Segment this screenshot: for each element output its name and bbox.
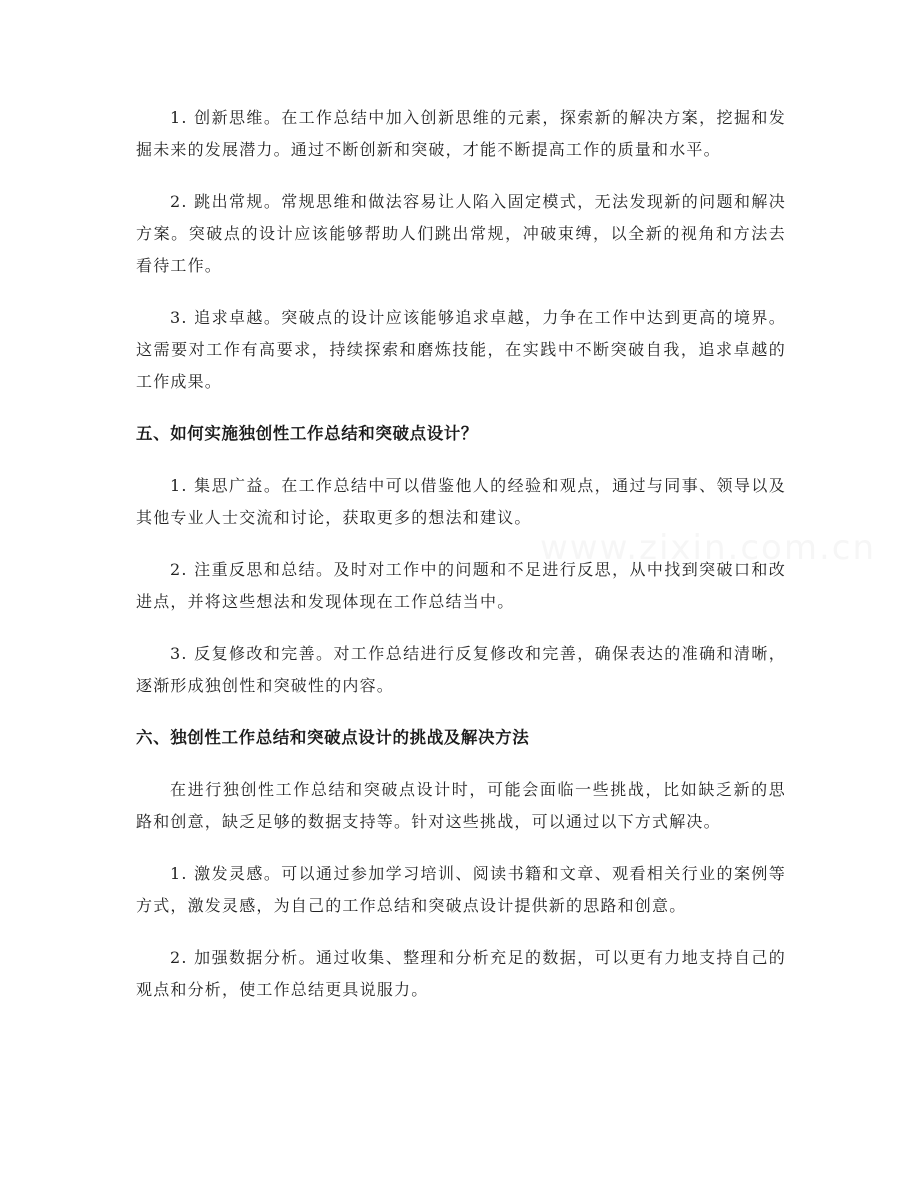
paragraph-challenges-intro: 在进行独创性工作总结和突破点设计时，可能会面临一些挑战，比如缺乏新的思路和创意，缺乏足够的数据支持等。针对这些挑战，可以通过以下方式解决。 [136,780,786,831]
paragraph-reflect-summarize: 2. 注重反思和总结。及时对工作中的问题和不足进行反思，从中找到突破口和改进点，并将这些想法和发现体现在工作总结当中。 [136,560,786,611]
paragraph-inspiration: 1. 激发灵感。可以通过参加学习培训、阅读书籍和文章、观看相关行业的案例等方式，激发灵感，为自己的工作总结和突破点设计提供新的思路和创意。 [136,864,786,915]
paragraph-pursue-excellence: 3. 追求卓越。突破点的设计应该能够追求卓越，力争在工作中达到更高的境界。这需要对工作有高要求，持续探索和磨炼技能，在实践中不断突破自我，追求卓越的工作成果。 [136,308,786,391]
paragraph-innovative-thinking: 1. 创新思维。在工作总结中加入创新思维的元素，探索新的解决方案，挖掘和发掘未来的发展潜力。通过不断创新和突破，才能不断提高工作的质量和水平。 [136,108,786,159]
paragraph-break-convention: 2. 跳出常规。常规思维和做法容易让人陷入固定模式，无法发现新的问题和解决方案。突破点的设计应该能够帮助人们跳出常规，冲破束缚，以全新的视角和方法去看待工作。 [136,192,786,275]
watermark: www.zixin.com.cn [540,528,876,568]
paragraph-revise-improve: 3. 反复修改和完善。对工作总结进行反复修改和完善，确保表达的准确和清晰，逐渐形成独创性和突破性的内容。 [136,644,786,695]
document-body [136,102,786,1026]
section-heading-6: 六、独创性工作总结和突破点设计的挑战及解决方法 [136,728,530,747]
section-heading-5: 五、如何实施独创性工作总结和突破点设计？ [136,424,478,443]
paragraph-data-analysis: 2. 加强数据分析。通过收集、整理和分析充足的数据，可以更有力地支持自己的观点和分析，使工作总结更具说服力。 [136,948,786,999]
paragraph-brainstorm: 1. 集思广益。在工作总结中可以借鉴他人的经验和观点，通过与同事、领导以及其他专业人士交流和讨论，获取更多的想法和建议。 [136,476,786,527]
